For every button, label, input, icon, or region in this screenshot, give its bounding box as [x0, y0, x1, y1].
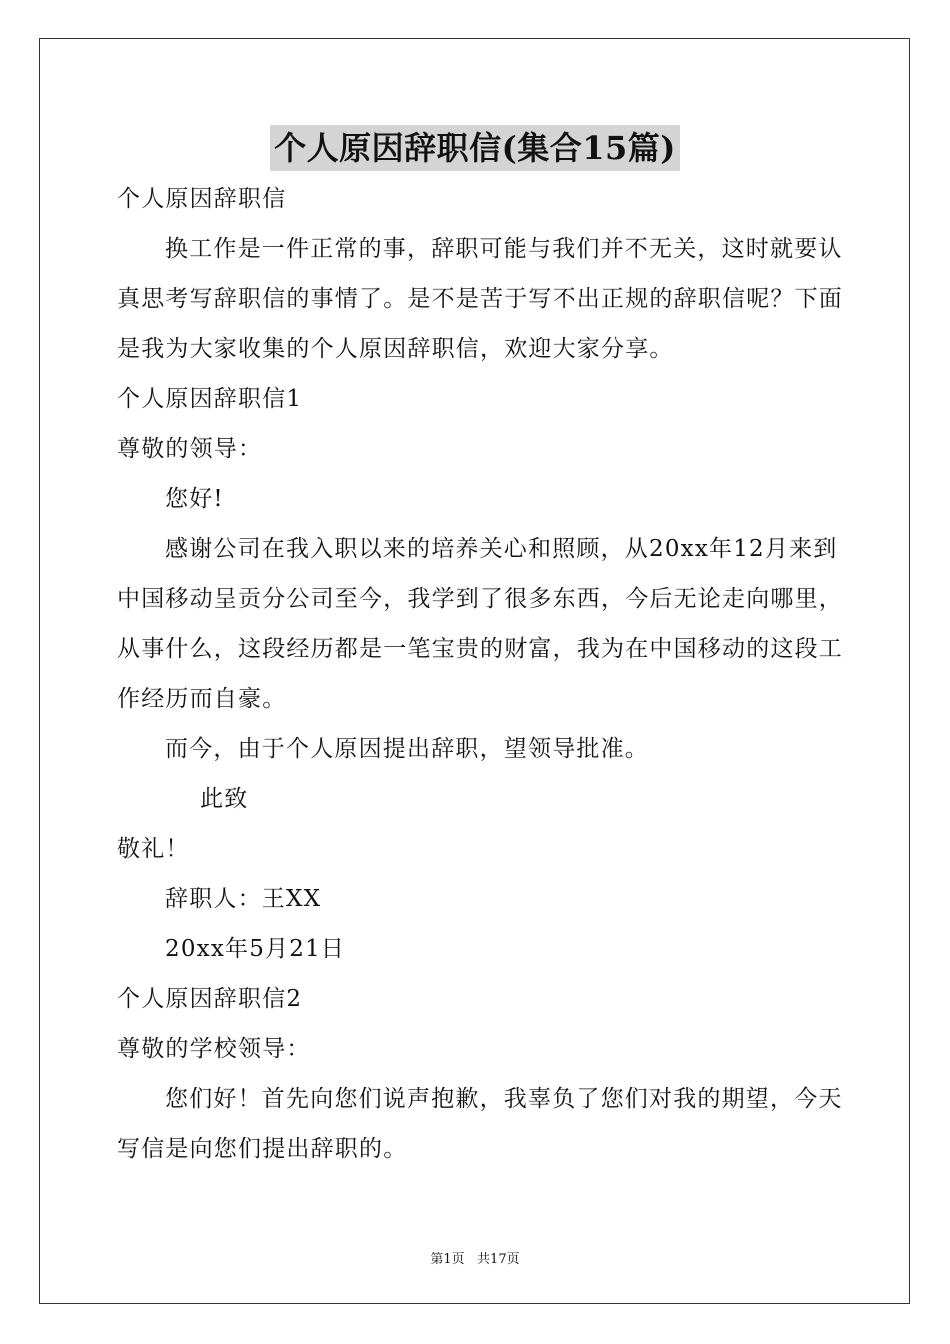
salutation: 尊敬的领导： [117, 436, 263, 462]
page-border [39, 38, 910, 1304]
paragraph-line: 中国移动呈贡分公司至今，我学到了很多东西，今后无论走向哪里， [117, 586, 843, 612]
signature: 辞职人：王XX [165, 886, 322, 912]
salutation: 尊敬的学校领导： [117, 1036, 311, 1062]
paragraph-line: 是我为大家收集的个人原因辞职信，欢迎大家分享。 [117, 336, 674, 362]
paragraph-line: 换工作是一件正常的事，辞职可能与我们并不无关，这时就要认 [165, 236, 843, 262]
closing-regards: 敬礼！ [117, 836, 190, 862]
section-heading: 个人原因辞职信 [117, 186, 287, 212]
closing-phrase: 此致 [200, 786, 249, 812]
greeting: 您好! [165, 486, 224, 512]
section-heading: 个人原因辞职信1 [117, 386, 303, 412]
document-title: 个人原因辞职信(集合15篇) [270, 125, 680, 171]
section-heading: 个人原因辞职信2 [117, 986, 303, 1012]
paragraph-line: 感谢公司在我入职以来的培养关心和照顾，从20xx年12月来到 [165, 536, 838, 562]
paragraph-line: 从事什么，这段经历都是一笔宝贵的财富，我为在中国移动的这段工 [117, 636, 843, 662]
paragraph-line: 而今，由于个人原因提出辞职，望领导批准。 [165, 736, 649, 762]
paragraph-line: 作经历而自豪。 [117, 686, 287, 712]
paragraph-line: 您们好！首先向您们说声抱歉，我辜负了您们对我的期望，今天 [165, 1086, 843, 1112]
paragraph-line: 真思考写辞职信的事情了。是不是苦于写不出正规的辞职信呢？下面 [117, 286, 843, 312]
date-line: 20xx年5月21日 [165, 936, 346, 962]
paragraph-line: 写信是向您们提出辞职的。 [117, 1136, 408, 1162]
title-container [0, 125, 950, 171]
page-footer: 第1页 共17页 [430, 1252, 520, 1267]
